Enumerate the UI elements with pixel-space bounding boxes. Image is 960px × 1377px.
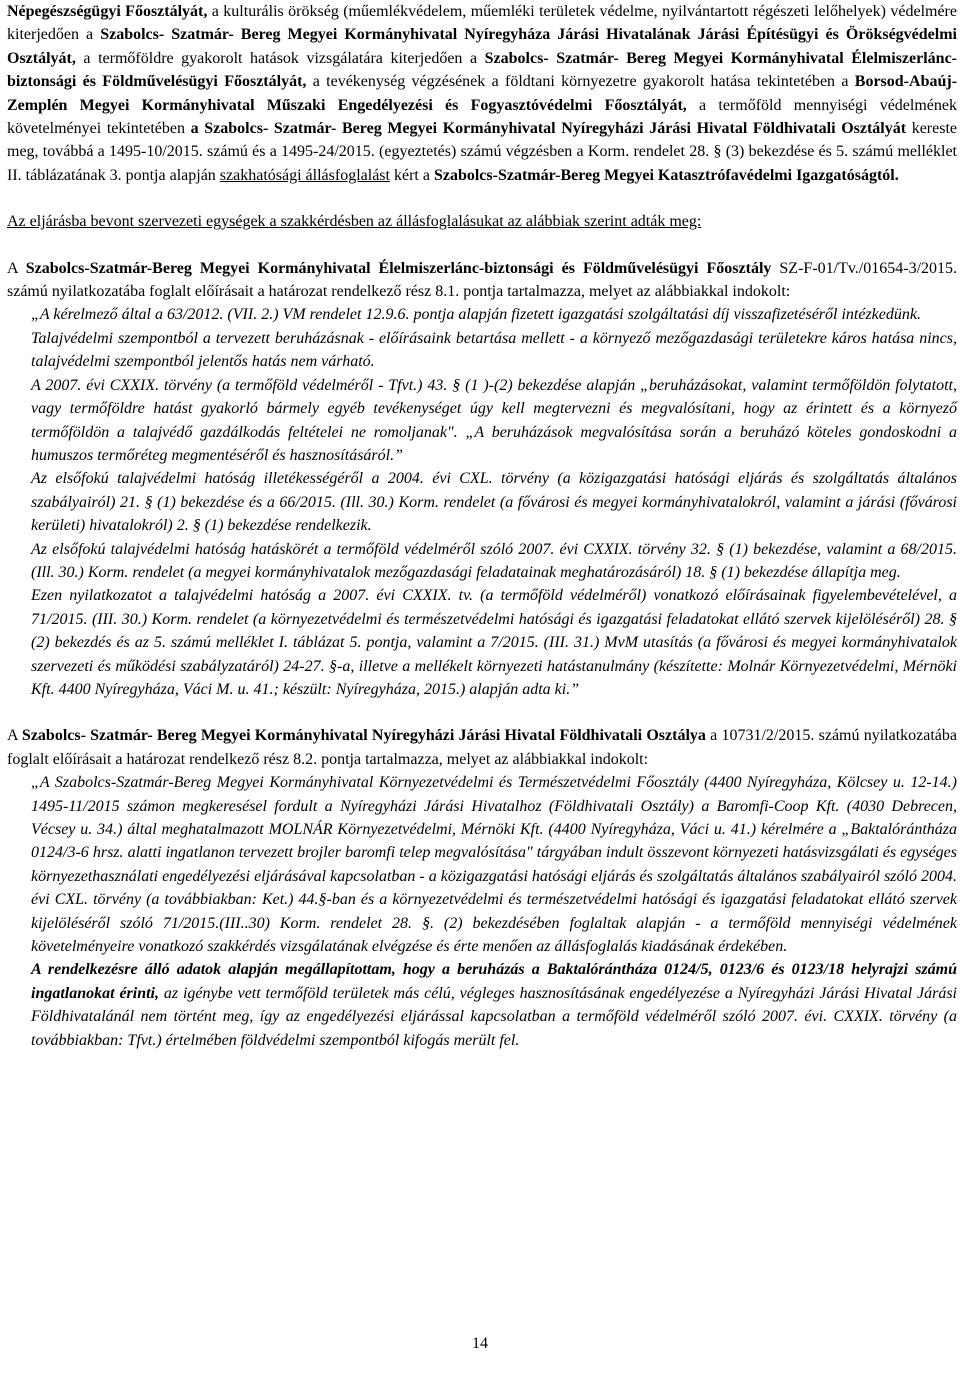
bold-text: A rendelkezésre álló adatok alapján megállapítottam, hogy a beruházás a Baktalórántháza 0124/5, 0123/6 és 0123/18 helyrajzi számú ingatlanokat érinti, bbox=[31, 961, 957, 1002]
text: kért a bbox=[389, 166, 434, 184]
bold-text: Borsod-Abaúj-Zemplén Megyei Kormányhivatal Műszaki Engedélyezési és Fogyasztóvédelmi Főosztályát, bbox=[7, 73, 958, 114]
quoted-statement-2 bbox=[7, 771, 957, 1052]
text: a termőföldre gyakorolt hatások vizsgálatára kiterjedően a bbox=[75, 49, 485, 67]
bold-text: Szabolcs- Szatmár- Bereg Megyei Kormányhivatal Nyíregyházi Járási Hivatal Földhivatali Osztálya bbox=[21, 727, 706, 745]
document-page bbox=[7, 0, 957, 1052]
bold-text: Szabolcs- Szatmár- Bereg Megyei Kormányhivatal Nyíregyháza Járási Hivatalának Járási Építésügyi és Örökségvédelmi Osztályát, bbox=[7, 26, 957, 67]
text: a termőföld mennyiségi védelmének követelményei tekintetében bbox=[7, 96, 957, 138]
quote-paragraph bbox=[31, 958, 957, 1052]
text: A bbox=[7, 727, 22, 745]
page-number: 14 bbox=[472, 1335, 488, 1352]
underlined-text: szakhatósági állásfoglalást bbox=[219, 166, 390, 184]
bold-text: Szabolcs-Szatmár-Bereg Megyei Kormányhivatal Élelmiszerlánc-biztonsági és Földművelésügyi Főosztály bbox=[25, 259, 772, 277]
bold-text: a Szabolcs- Szatmár- Bereg Megyei Kormányhivatal Nyíregyházi Járási Hivatal Földhivatali Osztályát bbox=[190, 120, 907, 138]
quote-paragraph: Az elsőfokú talajvédelmi hatóság hatáskörét a termőföld védelméről szóló 2007. évi CXXIX. törvény 32. § (1) bekezdése, valamint a 68/2015. (Ill. 30.) Korm. rendelet (a megyei kormányhivatalok mezőgazdasági feladatainak meghatározásáról) 18. § (1) bekezdése állapítja meg. bbox=[31, 540, 957, 581]
bold-text: Szabolcs- Szatmár- Bereg Megyei Kormányhivatal Élelmiszerlánc-biztonsági és Földművelésügyi Főosztályát, bbox=[7, 49, 957, 91]
text: SZ-F-01/Tv./01654-3/2015. számú nyilatkozatába foglalt előírásait a határozat rendelkező rész 8.1. pontja tartalmazza, melyet az alábbiakkal indokolt: bbox=[7, 259, 958, 301]
spacer bbox=[7, 701, 957, 724]
paragraph-food-chain-dept bbox=[7, 257, 957, 304]
bold-text: Népegészségügyi Főosztályát, bbox=[7, 3, 208, 20]
paragraph-authorities bbox=[7, 0, 957, 187]
text: kereste meg, továbbá a 1495-10/2015. számú és a 1495-24/2015. (egyeztetés) számú végzésben a Korm. rendelet 28. § (3) bekezdése és 5. számú melléklet II. táblázatának 3. pontja alapján bbox=[7, 120, 958, 184]
quote-paragraph: A 2007. évi CXXIX. törvény (a termőföld védelméről - Tfvt.) 43. § (1 )-(2) bekezdése alapján „beruházásokat, valamint termőföldön folytatott, vagy termőföldre hatást gyakorló bármely egyéb tevékenységet úgy kell megtervezni és megvalósítani, hogy az érintett és a környező termőföldön a talajvédő gazdálkodás feltételei ne romoljanak". „A beruházások megvalósítása során a beruházó köteles gondoskodni a humuszos termőréteg megmentéséről és hasznosításáról.” bbox=[31, 376, 957, 464]
quote-paragraph: „A Szabolcs-Szatmár-Bereg Megyei Kormányhivatal Környezetvédelmi és Természetvédelmi Főosztály (4400 Nyíregyháza, Kölcsey u. 12-14.) 1495-11/2015 számon megkeresésel fordult a Nyíregyházi Járási Hivatalhoz (Földhivatali Osztály) a Baromfi-Coop Kft. (4030 Debrecen, Vécsey u. 34.) által meghatalmazott MOLNÁR Környezetvédelmi, Mérnöki Kft. (4400 Nyíregyháza, Váci u. 41.) kérelmére a „Baktalórántháza 0124/3-6 hrsz. alatti ingatlanon tervezett brojler baromfi telep megvalósítása" tárgyában indult összevont környezeti hatásvizsgálati és egységes környezethasználati engedélyezési eljárásával kapcsolatban - a közigazgatási hatósági eljárás és szolgáltatás általános szabályairól szóló 2004. évi CXL. törvény (a továbbiakban: Ket.) 44.§-ban és a környezetvédelmi és természetvédelmi hatósági és igazgatási feladatokat ellátó szervek kijelöléséről szóló 71/2015.(III..30) Korm. rendelet 28. §. (2) bekezdésében foglaltak alapján - a termőföld mennyiségi védelmének követelményeire vonatkozó szakkérdés vizsgálatának elvégzése és érte menően az állásfoglalás kiadásának érdekében. bbox=[31, 774, 957, 956]
bold-text: Szabolcs-Szatmár-Bereg Megyei Katasztrófavédelmi Igazgatóságtól. bbox=[433, 166, 899, 184]
quote-paragraph: Az elsőfokú talajvédelmi hatóság illetékességéről a 2004. évi CXL. törvény (a közigazgatási hatósági eljárás és szolgáltatás általános szabályairól) 21. § (1) bekezdése és a 66/2015. (Ill. 30.) Korm. rendelet (a fővárosi és megyei kormányhivatalokról, valamint a járási (fővárosi kerületi) hivatalokról) 2. § (1) bekezdése rendelkezik. bbox=[31, 470, 957, 535]
section-heading: Az eljárásba bevont szervezeti egységek a szakkérdésben az állásfoglalásukat az alábbiak szerint adták meg: bbox=[7, 213, 702, 231]
text: A bbox=[7, 259, 26, 277]
text: a tevékenység végzésének a földtani környezetre gyakorolt hatása tekintetében a bbox=[306, 73, 855, 91]
quote-paragraph: Ezen nyilatkozatot a talajvédelmi hatóság a 2007. évi CXXIX. tv. (a termőföld védelméről) vonatkozó előírásainak figyelembevételével, a 71/2015. (III. 30.) Korm. rendelet (a környezetvédelmi és természetvédelmi hatósági és igazgatási feladatokat ellátó szervek kijelöléséről) 28. § (2) bekezdés és az 5. számú melléklet I. táblázat 5. pontja, valamint a 7/2015. (III. 31.) MvM utasítás (a fővárosi és megyei kormányhivatalok szervezeti és működési szabályzatáról) 24-27. §-a, illetve a mellékelt környezeti hatástanulmány (készítette: Molnár Környezetvédelmi, Mérnöki Kft. 4400 Nyíregyháza, Váci M. u. 41.; készült: Nyíregyháza, 2015.) alapján adta ki.” bbox=[31, 587, 957, 698]
spacer bbox=[7, 234, 957, 257]
paragraph-land-office bbox=[7, 724, 957, 771]
spacer bbox=[7, 187, 957, 210]
text: a 10731/2/2015. számú nyilatkozatába foglalt előírásait a határozat rendelkező rész 8.2. pontja tartalmazza, melyet az alábbiakkal indokolt: bbox=[7, 727, 958, 768]
quote-paragraph: „A kérelmező által a 63/2012. (VII. 2.) VM rendelet 12.9.6. pontja alapján fizetett igazgatási szolgáltatási díj visszafizetéséről intézkedünk. bbox=[31, 306, 921, 324]
quote-paragraph: Talajvédelmi szempontból a tervezett beruházásnak - előírásaink betartása mellett - a környező mezőgazdasági területekre káros hatása nincs, talajvédelmi szempontból jelentős hatás nem várható. bbox=[31, 329, 957, 371]
quoted-statement-1 bbox=[7, 303, 957, 701]
text: az igénybe vett termőföld területek más célú, végleges hasznosításának engedélyezése a Nyíregyházi Járási Hivatal Járási Földhivatalánál nem történt meg, így az engedélyezési eljárással kapcsolatban a termőföld védelméről szóló 2007. évi. CXXIX. törvény (a továbbiakban: Tfvt.) értelmében földvédelmi szempontból kifogás merült fel. bbox=[31, 984, 958, 1049]
text: a kulturális örökség (műemlékvédelem, műemléki területek védelme, nyilvántartott régészeti lelőhelyek) védelmére kiterjedően a bbox=[7, 3, 957, 44]
